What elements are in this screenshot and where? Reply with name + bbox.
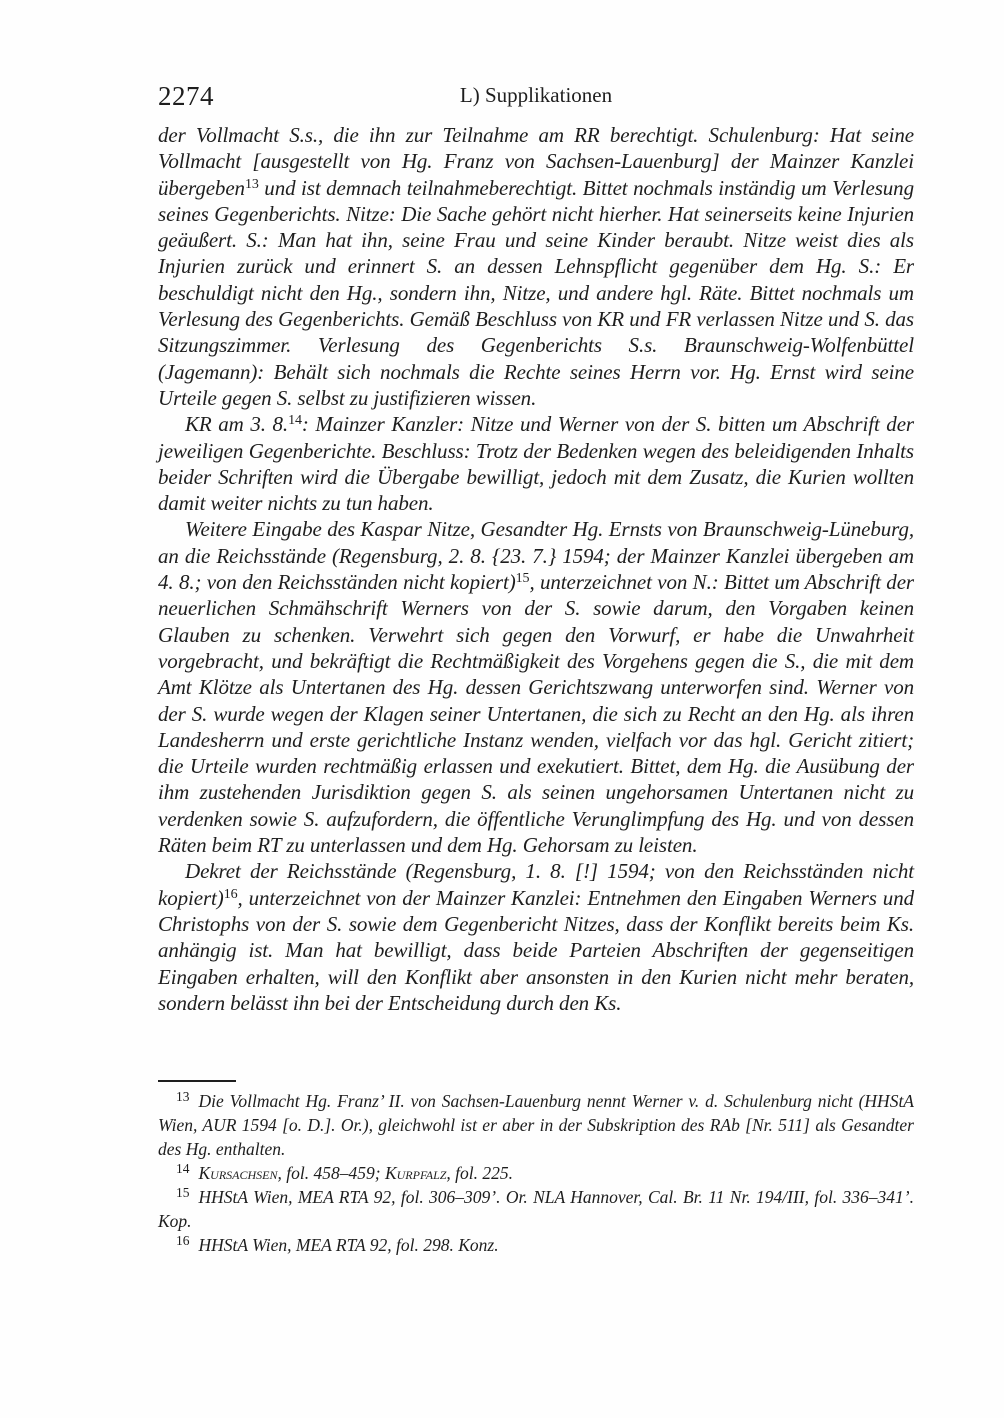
footnote-15	[158, 1185, 914, 1233]
body-text-segment: KR am 3. 8.	[185, 412, 289, 437]
page-number: 2274	[158, 81, 214, 111]
paragraph-2	[158, 411, 914, 516]
footnote-14	[158, 1161, 914, 1185]
running-title: L) Supplikationen	[459, 83, 613, 107]
page-content	[158, 78, 914, 1016]
main-text	[158, 122, 914, 1016]
body-text-segment: und ist demnach teilnahmeberechtigt. Bittet nochmals inständig um Verlesung seines Gegenberichts. Nitze: Die Sache gehört nicht hierher. Hat seinerseits keine Injurien geäußert. S.: Man hat ihn, seine Frau und seine Kinder beraubt. Nitze weist dies als Injurien zurück und erinnert S. an dessen Lehnspflicht gegenüber dem Hg. S.: Er beschuldigt nicht den Hg., sondern ihn, Nitze, und andere hgl. Räte. Bittet nochmals um Verlesung des Gegenberichts. Gemäß Beschluss von KR und FR verlassen Nitze und S. das Sitzungszimmer. Verlesung des Gegenberichts S.s. Braunschweig-Wolfenbüttel (Jagemann): Behält sich nochmals die Rechte seines Herrn vor. Hg. Ernst wird seine Urteile gegen S. selbst zu justifizieren wissen.	[158, 175, 914, 410]
footnote-separator-rule	[158, 1080, 236, 1082]
footnote-ref-16: 16	[223, 886, 238, 902]
footnote-text: Die Vollmacht Hg. Franz’ II. von Sachsen-Lauenburg nennt Werner v. d. Schulenburg nicht (HHStA Wien, AUR 1594 [o. D.]. Or.), gleichwohl ist er aber in der Subskription des RAb [Nr. 511] als Gesandter des Hg. enthalten.	[158, 1091, 914, 1159]
footnote-number: 15	[176, 1185, 190, 1200]
footnote-ref-14: 14	[288, 413, 302, 429]
footnote-text: HHStA Wien, MEA RTA 92, fol. 298. Konz.	[198, 1235, 499, 1255]
footnotes-section	[158, 1080, 914, 1257]
footnote-text-smallcaps: Kursachsen	[198, 1163, 278, 1183]
footnote-text: , fol. 225.	[446, 1163, 514, 1183]
footnote-text-smallcaps: Kurpfalz	[384, 1163, 447, 1183]
paragraph-1	[158, 122, 914, 411]
body-text-segment: Dekret der Reichsstände (Regensburg, 1. 8. [!] 1594; von den Reichsständen nicht kopiert)	[158, 859, 914, 910]
body-text-segment: Weitere Eingabe des Kaspar Nitze, Gesandter Hg. Ernsts von Braunschweig-Lüneburg, an die Reichsstände (Regensburg, 2. 8. {23. 7.} 1594; der Mainzer Kanzlei übergeben am 4. 8.; von den Reichsständen nicht kopiert)	[158, 517, 914, 595]
body-text-segment: : Mainzer Kanzler: Nitze und Werner von der S. bitten um Abschrift der jeweiligen Gegenberichte. Beschluss: Trotz der Bedenken wegen des beleidigenden Inhalts beider Schriften wird die Übergabe bewilligt, jedoch mit dem Zusatz, die Kurien wollten damit weiter nichts zu tun haben.	[158, 412, 915, 516]
body-text-segment: , unterzeichnet von N.: Bittet um Abschrift der neuerlichen Schmähschrift Werners von der S. sowie darum, den Vorgaben keinen Glauben zu schenken. Verwehrt sich gegen den Vorwurf, er habe die Unwahrheit vorgebracht, und bekräftigt die Rechtmäßigkeit des Vorgehens gegen die S., die mit dem Amt Klötze als Untertanen des Hg. dessen Gerichtszwang unterworfen sind. Werner von der S. wurde wegen der Klagen seiner Untertanen, die sich zu Recht an den Hg. als ihren Landesherrn und erste gerichtliche Instanz wenden, vielfach vor das hgl. Gericht zitiert; die Urteile wurden rechtmäßig erlassen und exekutiert. Bittet, dem Hg. die Ausübung der ihm zustehenden Jurisdiktion gegen S. als seinen ungehorsamen Untertanen nicht zu verdenken sowie S. aufzufordern, die öffentliche Verunglimpfung des Hg. und von dessen Räten beim RT zu unterlassen und dem Hg. Gehorsam zu leisten.	[158, 570, 915, 858]
footnote-number: 14	[176, 1161, 190, 1176]
body-text-segment: der Vollmacht S.s., die ihn zur Teilnahme am RR berechtigt. Schulenburg: Hat seine Vollmacht [ausgestellt von Hg. Franz von Sachsen-Lauenburg] der Mainzer Kanzlei übergeben	[158, 123, 914, 200]
paragraph-4	[158, 858, 914, 1016]
paragraph-3	[158, 516, 914, 858]
footnote-16	[158, 1233, 914, 1257]
footnote-number: 13	[176, 1089, 190, 1104]
body-text-segment: , unterzeichnet von der Mainzer Kanzlei: Entnehmen den Eingaben Werners und Christophs von der S. sowie dem Gegenbericht Nitzes, dass der Konflikt bereits beim Ks. anhängig ist. Man hat bewilligt, dass beide Parteien Abschriften der gegenseitigen Eingaben erhalten, will den Konflikt aber ansonsten in den Kurien nicht mehr beraten, sondern belässt ihn bei der Entscheidung durch den Ks.	[158, 885, 914, 1015]
footnote-ref-13: 13	[244, 176, 259, 192]
footnote-13	[158, 1089, 914, 1161]
footnote-ref-15: 15	[515, 571, 530, 587]
footnote-text: HHStA Wien, MEA RTA 92, fol. 306–309’. Or. NLA Hannover, Cal. Br. 11 Nr. 194/III, fol. 336–341’. Kop.	[158, 1187, 914, 1231]
footnote-number: 16	[176, 1233, 190, 1248]
page-header	[158, 78, 914, 112]
footnote-text: , fol. 458–459;	[277, 1163, 385, 1183]
